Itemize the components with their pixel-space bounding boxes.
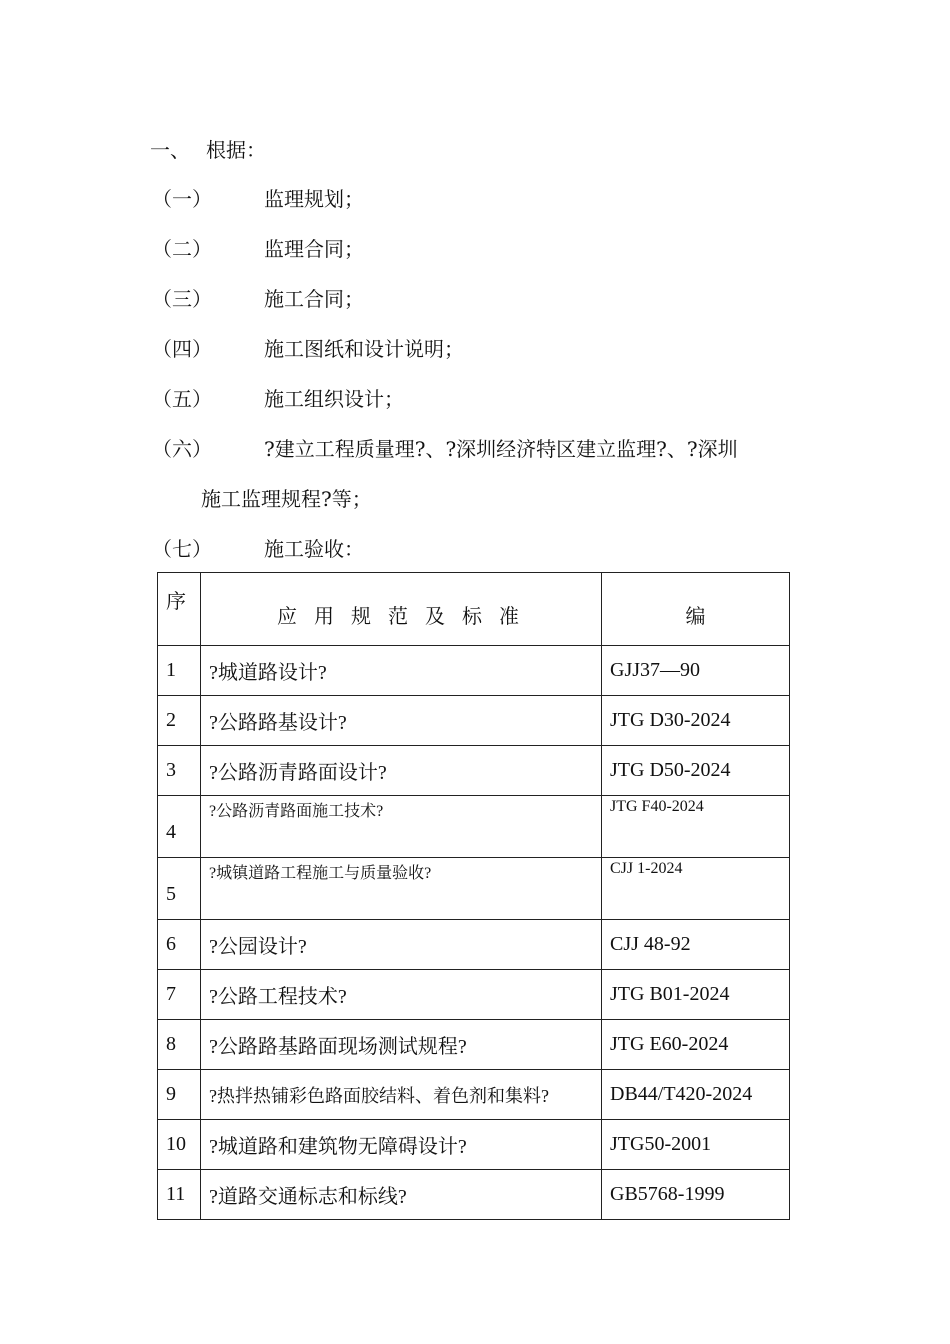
row-code: JTG D30-2024	[602, 696, 790, 746]
row-no: 4	[158, 796, 201, 858]
row-no: 5	[158, 858, 201, 920]
basis-item-number: （五）	[152, 387, 212, 411]
basis-item-text: 施工验收：	[264, 537, 364, 561]
row-code: JTG F40-2024	[602, 796, 790, 858]
row-no: 11	[158, 1170, 201, 1220]
row-name: ?城道路和建筑物无障碍设计?	[201, 1120, 602, 1170]
basis-item-number: （六）	[152, 437, 212, 461]
row-no: 2	[158, 696, 201, 746]
section-title: 根据：	[206, 138, 266, 162]
row-code: JTG50-2001	[602, 1120, 790, 1170]
basis-item-number: （四）	[152, 337, 212, 361]
section-number: 一、	[150, 138, 190, 162]
row-name: ?公路路基设计?	[201, 696, 602, 746]
row-name: ?公路路基路面现场测试规程?	[201, 1020, 602, 1070]
table-row	[158, 920, 790, 970]
row-code: JTG B01-2024	[602, 970, 790, 1020]
table-row	[158, 696, 790, 746]
row-no: 9	[158, 1070, 201, 1120]
row-code: CJJ 1-2024	[602, 858, 790, 920]
basis-item-text-continued: 施工监理规程?等；	[201, 487, 372, 511]
basis-item-number: （三）	[152, 287, 212, 311]
basis-item-number: （一）	[152, 187, 212, 211]
basis-item-text: 监理规划；	[264, 187, 364, 211]
table-row	[158, 1070, 790, 1120]
table-row	[158, 858, 790, 920]
row-code: DB44/T420-2024	[602, 1070, 790, 1120]
table-row	[158, 746, 790, 796]
table-row	[158, 646, 790, 696]
row-code: GJJ37—90	[602, 646, 790, 696]
basis-item-text: ?建立工程质量理?、?深圳经济特区建立监理?、?深圳	[264, 437, 738, 461]
row-name: ?公路沥青路面施工技术?	[201, 796, 602, 858]
table-header-row	[158, 573, 790, 646]
basis-item-text: 施工合同；	[264, 287, 364, 311]
row-no: 3	[158, 746, 201, 796]
header-code: 编	[602, 573, 790, 646]
row-code: CJJ 48-92	[602, 920, 790, 970]
row-no: 8	[158, 1020, 201, 1070]
table-row	[158, 970, 790, 1020]
basis-item-number: （七）	[152, 537, 212, 561]
row-name: ?城道路设计?	[201, 646, 602, 696]
row-name: ?热拌热铺彩色路面胶结料、着色剂和集料?	[201, 1070, 602, 1120]
header-no: 序	[158, 573, 201, 646]
row-name: ?公园设计?	[201, 920, 602, 970]
row-code: GB5768-1999	[602, 1170, 790, 1220]
row-name: ?道路交通标志和标线?	[201, 1170, 602, 1220]
table-row	[158, 1170, 790, 1220]
basis-item-text: 施工图纸和设计说明；	[264, 337, 464, 361]
header-name: 应 用 规 范 及 标 准	[201, 573, 602, 646]
row-no: 10	[158, 1120, 201, 1170]
standards-table	[157, 572, 790, 1220]
table-row	[158, 796, 790, 858]
row-name: ?公路沥青路面设计?	[201, 746, 602, 796]
row-code: JTG E60-2024	[602, 1020, 790, 1070]
row-no: 7	[158, 970, 201, 1020]
row-name: ?公路工程技术?	[201, 970, 602, 1020]
row-code: JTG D50-2024	[602, 746, 790, 796]
row-no: 6	[158, 920, 201, 970]
basis-item-text: 监理合同；	[264, 237, 364, 261]
basis-item-text: 施工组织设计；	[264, 387, 404, 411]
row-no: 1	[158, 646, 201, 696]
table-row	[158, 1020, 790, 1070]
table-row	[158, 1120, 790, 1170]
basis-item-number: （二）	[152, 237, 212, 261]
row-name: ?城镇道路工程施工与质量验收?	[201, 858, 602, 920]
